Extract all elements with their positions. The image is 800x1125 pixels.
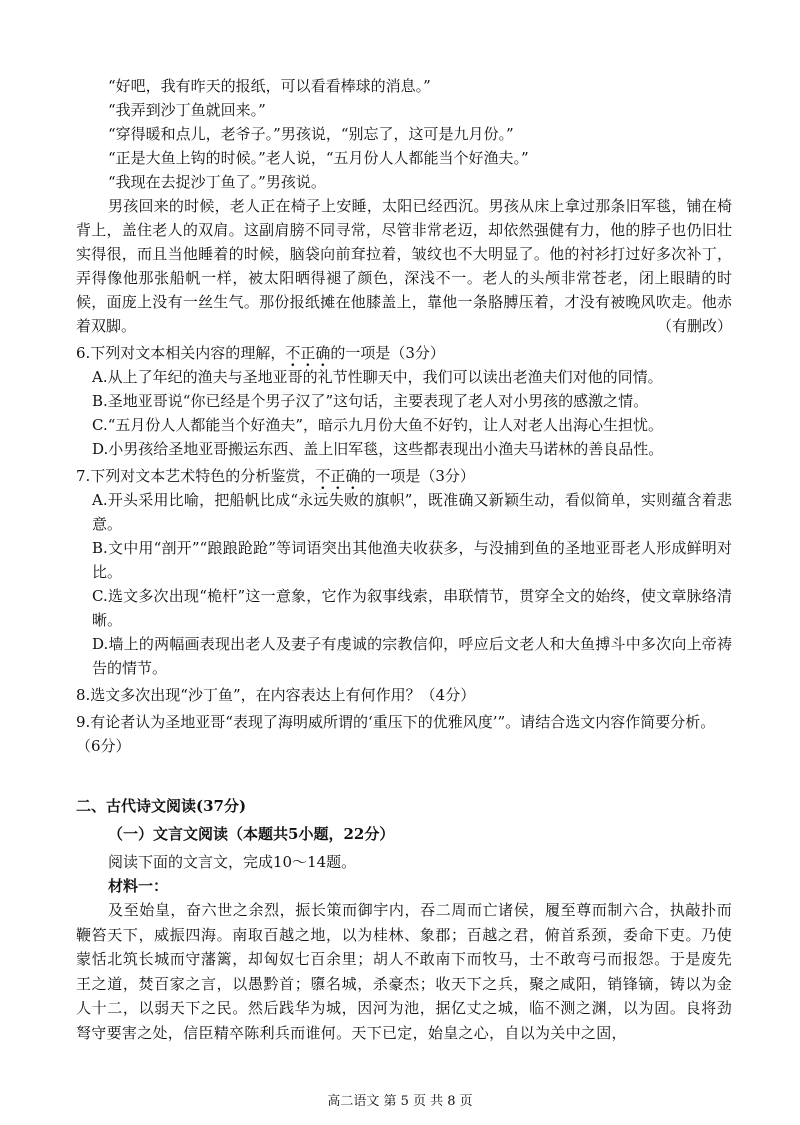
question-6 (76, 341, 732, 365)
question-7-option-d: D.墙上的两幅画表现出老人及妻子有虔诚的宗教信仰，呼应后文老人和大鱼搏斗中多次向上帝祷告的情节。 (92, 635, 732, 677)
dialogue-line-3: “穿得暖和点儿，老爷子。”男孩说，“别忘了，这可是九月份。” (108, 125, 514, 143)
emphasis-char: 不 (285, 344, 301, 362)
question-7 (76, 464, 732, 488)
dialogue-line-1: “好吧，我有昨天的报纸，可以看看棒球的消息。” (108, 77, 431, 95)
page-footer: 高二语文 第 5 页 共 8 页 (327, 1094, 473, 1109)
question-6-suffix: 的一项是（3分） (330, 344, 445, 362)
question-6-option-d: D.小男孩给圣地亚哥搬运东西、盖上旧军毯，这些都表现出小渔夫马诺林的善良品性。 (92, 440, 664, 458)
section-2-subtitle: （一）文言文阅读（本题共5小题，22分） (108, 825, 395, 843)
question-7-option-b: B.文中用“剖开”“踉踉跄跄”等词语突出其他渔夫收获多，与没捕到鱼的圣地亚哥老人形成鲜明对比。 (92, 539, 732, 581)
question-7-prefix: 7.下列对文本艺术特色的分析鉴赏， (76, 467, 316, 485)
dialogue-line-4: “正是大鱼上钩的时候。”老人说，“五月份人人都能当个好渔夫。” (108, 149, 529, 167)
material-label: 材料一： (108, 877, 169, 895)
question-7-option-c: C.选文多次出现“桅杆”这一意象，它作为叙事线索，串联情节，贯穿全文的始终，使文章脉络清晰。 (92, 587, 732, 629)
question-7-option-a: A.开头采用比喻，把船帆比成“永远失败的旗帜”，既准确又新颖生动，看似简单，实则蕴含着悲意。 (92, 491, 732, 533)
emphasis-char: 确 (345, 467, 361, 485)
dialogue-line-2: “我弄到沙丁鱼就回来。” (108, 101, 266, 119)
source-note: （有删改） (656, 317, 732, 335)
emphasis-char: 确 (315, 344, 331, 362)
question-6-option-a: A.从上了年纪的渔夫与圣地亚哥的礼节性聊天中，我们可以读出老渔夫们对他的同情。 (92, 368, 663, 386)
question-7-suffix: 的一项是（3分） (360, 467, 475, 485)
page-content (76, 74, 732, 1046)
emphasis-char: 不 (315, 467, 331, 485)
question-6-prefix: 6.下列对文本相关内容的理解， (76, 344, 286, 362)
classical-text: 及至始皇，奋六世之余烈，振长策而御宇内，吞二周而亡诸侯，履至尊而制六合，执敲扑而鞭笞天下，威振四海。南取百越之地，以为桂林、象郡；百越之君，俯首系颈，委命下吏。乃使蒙恬北筑长城而守藩篱，却匈奴七百余里；胡人不敢南下而牧马，士不敢弯弓而报怨。于是废先王之道，焚百家之言，以愚黔首；隳名城，杀豪杰；收天下之兵，聚之咸阳，销锋镝，铸以为金人十二，以弱天下之民。然后践华为城，因河为池，据亿丈之城，临不测之渊，以为固。良将劲弩守要害之处，信臣精卒陈利兵而谁何。天下已定，始皇之心，自以为关中之固， (76, 901, 732, 1042)
question-9: 9.有论者认为圣地亚哥“表现了海明威所谓的‘重压下的优雅风度’”。请结合选文内容作简要分析。（6分） (76, 713, 716, 755)
emphasis-char: 正 (300, 344, 316, 362)
question-8: 8.选文多次出现“沙丁鱼”，在内容表达上有何作用？（4分） (76, 686, 476, 704)
dialogue-line-5: “我现在去捉沙丁鱼了。”男孩说。 (108, 173, 326, 191)
question-6-option-c: C.“五月份人人都能当个好渔夫”，暗示九月份大鱼不好钓，让人对老人出海心生担忧。 (92, 416, 664, 434)
section-2-instruction: 阅读下面的文言文，完成10～14题。 (108, 853, 357, 871)
section-2-title: 二、古代诗文阅读(37分) (76, 797, 247, 815)
narrative-paragraph: 男孩回来的时候，老人正在椅子上安睡，太阳已经西沉。男孩从床上拿过那条旧军毯，铺在椅背上，盖住老人的双肩。这副肩膀不同寻常，尽管非常老迈，却依然强健有力，他的脖子也仍旧壮实得很，而且当他睡着的时候，脑袋向前耷拉着，皱纹也不大明显了。他的衬衫打过好多次补丁，弄得像他那张船帆一样，被太阳晒得褪了颜色，深浅不一。老人的头颅非常苍老，闭上眼睛的时候，面庞上没有一丝生气。那份报纸摊在他膝盖上，靠他一条胳膊压着，才没有被晚风吹走。他赤着双脚。 (76, 197, 732, 335)
question-6-option-b: B.圣地亚哥说“你已经是个男子汉了”这句话，主要表现了老人对小男孩的感激之情。 (92, 392, 649, 410)
emphasis-char: 正 (330, 467, 346, 485)
